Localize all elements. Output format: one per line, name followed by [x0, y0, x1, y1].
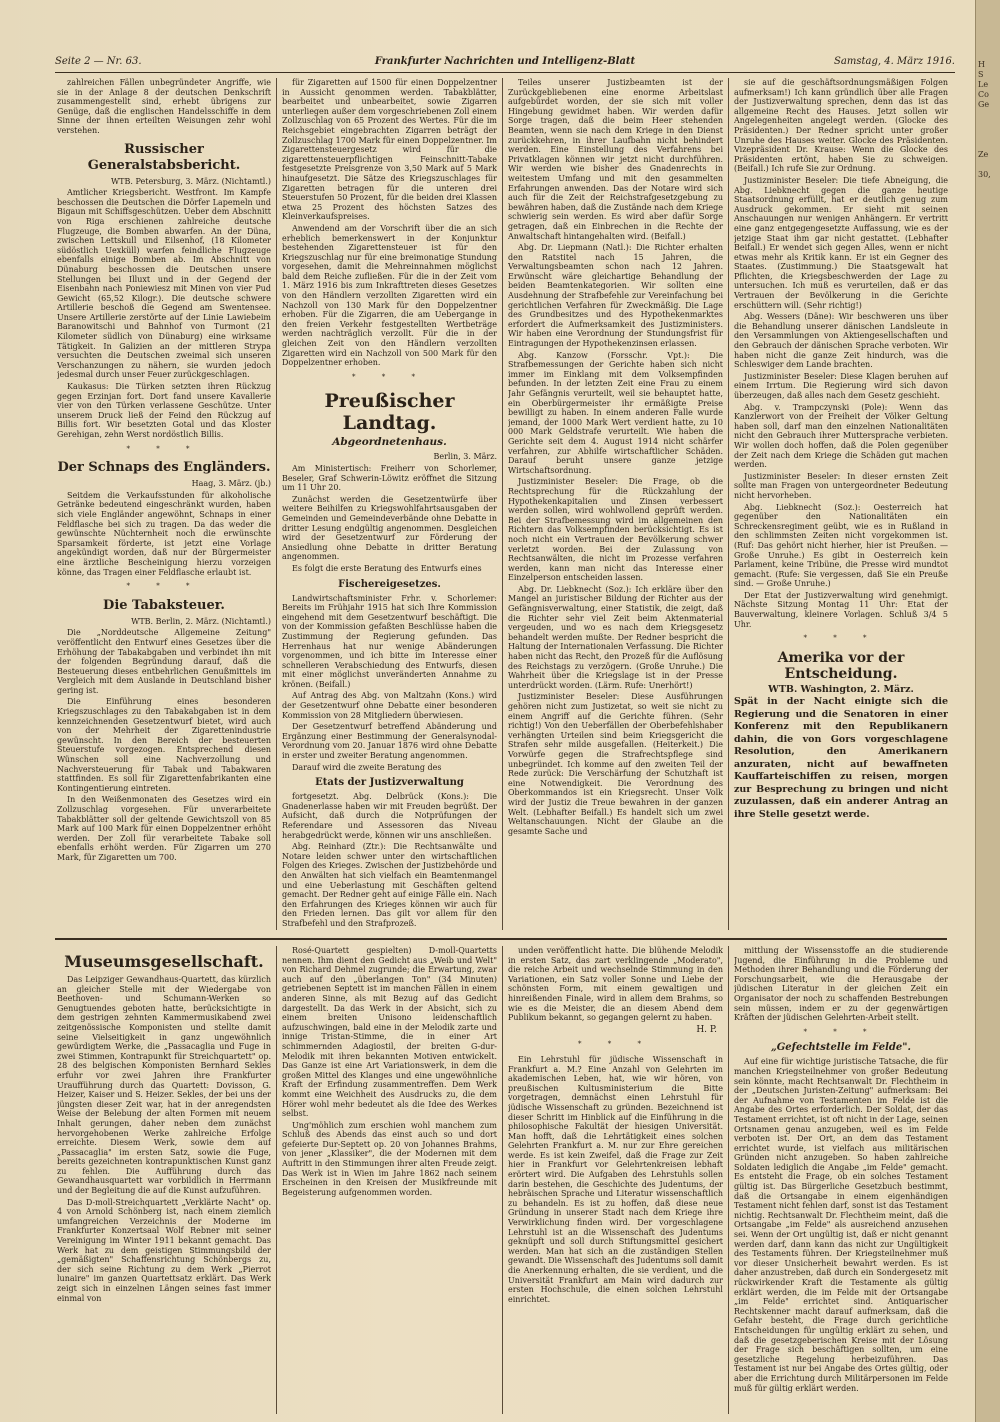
- issue-date: Samstag, 4. März 1916.: [834, 56, 955, 67]
- adjacent-page-fragment: [976, 110, 1000, 120]
- adjacent-page-fragment: Co: [978, 90, 989, 99]
- article-body: Justizminister Beseler: Die Frage, ob die Rechtsprechung für die Rückzahlung der Hypothekenkapitalien und Zinsen verbessert werden sollen, wird wohlwollend geprüft werden. Bei der Strafbemessung wird im allgemeinen den Richtern das Volksempfinden berücksichtigt. Es ist noch nicht ein Vertrauen der Bevölkerung schwer verletzt worden. Bei der Zulassung von Rechtsanwälten, die nicht im Prozesse verfahren werden, kann man nicht das Interesse einer Einzelperson entscheiden lassen.: [508, 477, 723, 583]
- adjacent-page-fragment: [976, 430, 1000, 440]
- adjacent-page-fragment: [976, 370, 1000, 380]
- adjacent-page-fragment: [976, 410, 1000, 420]
- feuilleton-column-3: [508, 946, 723, 1414]
- intro-paragraph: zahlreichen Fällen unbegründeter Angriffe, wie sie in der Anlage 8 der deutschen Denkschrift zusammengestellt sind, erhebt übrigens zur Genüge, daß die englischen Handelsschiffe in dem Sinne der ihnen erteilten Weisungen zehr wohl verstehen.: [57, 78, 271, 135]
- article-body: Der Gesetzentwurf betreffend Abänderung und Ergänzung einer Bestimmung der Generalsynodal-Verordnung vom 20. Januar 1876 wird ohne Debatte in erster und zweiter Beratung angenommen.: [282, 722, 497, 761]
- adjacent-page-fragment: [976, 220, 1000, 230]
- adjacent-page-fragment: Ze: [978, 150, 989, 159]
- adjacent-page-fragment: [976, 140, 1000, 150]
- adjacent-page-fragment: [976, 540, 1000, 550]
- article-body: fortgesetzt. Abg. Delbrück (Kons.): Die Gnadenerlasse haben wir mit Freuden begrüßt. Der Aufsicht, daß durch die Notprüfungen der Referendare und Assessoren das Niveau herabgedrückt werde, können wir uns anschließen.: [282, 792, 497, 840]
- article-body: Abg. Dr. Liepmann (Natl.): Die Richter erhalten den Ratstitel nach 15 Jahren, die Verwaltungsbeamten schon nach 12 Jahren. Erwünscht wäre gleichartige Behandlung der beiden Beamtenkategorien. Wir sollten eine Ausdehnung der Strafbefehle zur Vereinfachung bei gerichtlichen Verfahren für Zweckmäßig. Die Lage des Grundbesitzes und des Hypothekenmarktes erfordert die Aufmerksamkeit des Justizministers. Wir haben eine Verordnung der Stundungsfrist für Eintragungen der Hypothekenzinsen erlassen.: [508, 243, 723, 349]
- article-body: Am Ministertisch: Freiherr von Schorlemer, Beseler, Graf Schwerin-Löwitz eröffnet die Sitzung um 11 Uhr 20.: [282, 464, 497, 493]
- page-number: Seite 2 — Nr. 63.: [55, 56, 142, 67]
- adjacent-page-fragment: [976, 190, 1000, 200]
- adjacent-page-fragment: [976, 270, 1000, 280]
- adjacent-page-fragment: [976, 400, 1000, 410]
- article-body: Abg. Liebknecht (Soz.): Oesterreich hat gegenüber den Nationalitäten ein Schreckensregiment geübt, wie es in Rußland in den schlimmsten Zeiten nicht vorgekommen ist. (Ruf: Das gehört nicht hierher, hier ist Preußen. — Große Unruhe.) Es gibt in Oesterreich kein Parlament, keine Tribüne, die Presse wird mundtot gemacht. (Rufe: Sie vergessen, daß Sie ein Preuße sind. — Große Unruhe.): [734, 502, 948, 589]
- article-dateline: WTB. Berlin, 2. März. (Nichtamtl.): [131, 616, 271, 626]
- adjacent-page-fragment: [976, 290, 1000, 300]
- adjacent-page-fragments: [976, 0, 1000, 620]
- adjacent-page-fragment: [976, 490, 1000, 500]
- article-body: Abg. Reinhard (Ztr.): Die Rechtsanwälte und Notare leiden schwer unter den wirtschaftlichen Folgen des Krieges. Zwischen der Justizbehörde und den Anwälten hat sich vielfach ein Beamtenmangel und eine Ueberlastung mit Geschäften geltend gemacht. Der Redner geht auf einige Fälle ein. Nach den Erfahrungen des Krieges können wir auch für den Frieden lernen. Das gilt vor allem für den Strafbefehl und den Strafprozeß.: [282, 842, 497, 928]
- adjacent-page-fragment: [976, 360, 1000, 370]
- adjacent-page-fragment: [976, 510, 1000, 520]
- feuilleton-column-1: [57, 946, 271, 1414]
- adjacent-page-fragment: [976, 610, 1000, 620]
- section-separator: * * *: [126, 444, 202, 453]
- adjacent-page-strip: [975, 0, 1000, 1422]
- adjacent-page-fragment: Ge: [978, 100, 990, 109]
- adjacent-page-fragment: [976, 180, 1000, 190]
- article-body: Das D-moll-Streichquartett „Verklärte Nacht" op. 4 von Arnold Schönberg ist, nach einem ziemlich umfangreichen Verzeichnis der Moderne im Frankfurter Konzertsaal Wolf Rebner mit seiner Vereinigung im Winter 1911 bekannt gemacht. Das Werk hat zu dem geistigen Stimmungsbild der „gemäßigten" Schaffensrichtung Schönbergs zu, der sich seine Richtung zu dem Werk „Pierrot lunaire" im ganzen Quartettsatz erklärt. Das Werk zeigt sich in einzelnen Längen seines fast immer einmal von: [57, 1197, 271, 1303]
- adjacent-page-fragment: [976, 580, 1000, 590]
- article-body: Auf eine für wichtige juristische Tatsache, die für manchen Kriegsteilnehmer von großer Bedeutung sein könnte, macht Rechtsanwalt Dr. Flechtheim in der „Deutschen Juristen-Zeitung" aufmerksam: Bei der Aufnahme von Testamenten im Felde ist die Angabe des Ortes erforderlich. Der Soldat, der das Testament errichtet, ist oft nicht in der Lage, seinen Ortsnamen genau anzugeben, weil es im Felde verboten ist. Der Ort, an dem das Testament errichtet wurde, ist vielfach aus militärischen Gründen nicht anzugeben. So haben zahlreiche Soldaten lediglich die Angabe „im Felde" gemacht. Es entsteht die Frage, ob ein solches Testament gültig ist. Das Bürgerliche Gesetzbuch bestimmt, daß die Ortsangabe in einem eigenhändigen Testament nicht fehlen darf, sonst ist das Testament nichtig. Rechtsanwalt Dr. Flechtheim meint, daß die Ortsangabe „im Felde" als ausreichend anzusehen sei. Wenn der Ort ungültig ist, daß er nicht genannt werden darf, dann kann das nicht zur Ungültigkeit des Testaments führen. Der Kriegsteilnehmer muß vor dieser Unsicherheit bewahrt werden. Es ist daher anzustreben, daß durch ein Sondergesetz mit rückwirkender Kraft die Testamente als gültig erklärt werden, die im Felde mit der Ortsangabe „im Felde" errichtet sind. Antiquarischer Rechtskenner macht darauf aufmerksam, daß die Gefahr besteht, die Frage durch gerichtliche Entscheidungen für ungültig erklärt zu sehen, und daß die gesetzgeberischen Kreise mit der Lösung der Frage sich beschäftigen sollten, um eine gesetzliche Regelung herbeizuführen. Das Testament ist nur bei Angabe des Ortes gültig, oder aber die Errichtung durch Militärpersonen im Felde muß für gültig erklärt werden.: [734, 1057, 948, 1393]
- adjacent-page-fragment: [976, 340, 1000, 350]
- article-body: Justizminister Beseler: Diese Ausführungen gehören nicht zum Justizetat, so weit sie nicht zu einem Angriff auf die Gerichte führen. (Sehr richtig!) Von den Ueberfällen der Oberbefehlshaber verhängten Urteilen sind beim Kriegsgericht die Strafen sehr milde ausgefallen. (Heiterkeit.) Die Vorwürfe gegen die Strafrechtspflege sind unbegründet. Ich komme auf den zweiten Teil der Rede zurück: Die Verschärfung der Schutzhaft ist eine Notwendigkeit. Die Verordnung des Oberkommandos ist ein Kriegsrecht. Unser Volk wird der Justiz die Treue bewahren in der ganzen Welt. (Lebhafter Beifall.) Es handelt sich um zwei Weltanschauungen. Nicht der Glaube an die gesamte Sache und: [508, 692, 723, 836]
- adjacent-page-fragment: [976, 520, 1000, 530]
- adjacent-page-fragment: S: [978, 70, 984, 79]
- section-heading: Etats der Justizverwaltung: [315, 777, 464, 789]
- article-body: Abg. v. Trampczynski (Pole): Wenn das Kanzlerwort von der Freiheit der Völker Geltung haben soll, darf man den einzelnen Nationalitäten nicht den Gebrauch ihrer Muttersprache verbieten. Wir wollen doch hoffen, daß die Polen gegenüber der Zeit nach dem Kriege die Schäden gut machen werden.: [734, 402, 948, 470]
- author-signature: H. P.: [696, 1024, 717, 1035]
- adjacent-page-fragment: [976, 460, 1000, 470]
- newspaper-masthead: Frankfurter Nachrichten und Intelligenz-Blatt: [374, 56, 636, 67]
- article-title: Preußischer Landtag.: [324, 390, 455, 435]
- article-body: unden veröffentlicht hatte. Die blühende Melodik in ersten Satz, das zart verklingende „Moderato", die reiche Arbeit und wechselnde Stimmung in den Variationen, ein Satz voller Sonne und Liebe der schönsten Form, mit einem gewaltigen und hinreißenden Finale, wird in allem dem Brahms, so wie es die Meister, die an diesem Abend dem Publikum bekannt, so gegangen gelernt zu haben.: [508, 946, 723, 1023]
- adjacent-page-fragment: [976, 440, 1000, 450]
- column-3: [508, 78, 723, 930]
- column-1: [57, 78, 271, 930]
- adjacent-page-fragment: [976, 500, 1000, 510]
- section-separator: * * *: [803, 1027, 879, 1036]
- adjacent-page-fragment: [976, 300, 1000, 310]
- adjacent-page-fragment: [976, 560, 1000, 570]
- article-body: Abg. Kanzow (Forsschr. Vpt.): Die Strafbemessungen der Gerichte haben sich nicht immer im Einklang mit dem Volksempfinden befunden. In der letzten Zeit eine Frau zu einem Jahr Gefängnis verurteilt, weil sie behauptet hatte, ein Oberbürgermeister ihr ermäßigte Preise bewilligt zu haben. In einem anderen Falle wurde jemand, der 1000 Mark Wert verdient hatte, zu 10 000 Mark Geldstrafe verurteilt. Wie haben die Gerichte seit dem 4. August 1914 nicht schärfer verfahren, zur Abhilfe wirtschaftlicher Schäden. Darauf beruht unsere ganze jetzige Wirtschaftsordnung.: [508, 350, 723, 475]
- adjacent-page-fragment: [976, 280, 1000, 290]
- article-body: Darauf wird die zweite Beratung des: [292, 762, 442, 772]
- column-rule: [276, 78, 277, 930]
- article-body: Das Leipziger Gewandhaus-Quartett, das kürzlich an gleicher Stelle mit der Wiedergabe von Beethoven- und Schumann-Werken so Genugtuendes geboten hatte, berücksichtigte in dem gestrigen zehnten Kammermusikabend zwei zeitgenössische Komponisten und stellte damit seine Vielseitigkeit in ganz ungewöhnlich gewürdigtem Werke, die „Passacaglia und Fuge in zwei Stimmen, Kontrapunkt für Streichquartett" op. 28 des belgischen Komponisten Bernhard Sekles erfuhr vor zwei Jahren ihre Frankfurter Uraufführung durch das Quartett: Dovisson, G. Heizer, Kaiser und S. Heizer. Sekles, der bei uns der jüngsten dieser Zeit war, hat in der anregendsten Weise der Belebung der alten Formen mit neuem Inhalt gerungen, daher neben dem zunächst hervorgehobenen Werke zahlreiche Erfolge erreichte. Diesem Werk, sowie dem auf „Passacaglia" im ersten Satz, sowie die Fuge, bereits gezeichneten kontrapunktischen Kunst ganz zu fehlen. Die Aufführung durch das Gewandhausquartett war vorbildlich in Herrmann und der Begleitung die auf die Kunst aufzuführen.: [57, 975, 271, 1196]
- article-body: Der Etat der Justizverwaltung wird genehmigt. Nächste Sitzung Montag 11 Uhr: Etat der Bauverwaltung, kleinere Vorlagen. Schluß 3/4 5 Uhr.: [734, 590, 948, 629]
- feuilleton-column-2: [282, 946, 497, 1414]
- article-title: Museumsgesellschaft.: [64, 952, 264, 971]
- section-separator: * * *: [352, 372, 427, 381]
- feuilleton-column-4: [734, 946, 948, 1414]
- adjacent-page-fragment: [976, 590, 1000, 600]
- adjacent-page-fragment: [976, 550, 1000, 560]
- article-dateline: Haag, 3. März. (jb.): [191, 479, 271, 489]
- article-title: Russischer Generalstabsbericht.: [87, 141, 241, 173]
- article-title: Die Tabaksteuer.: [103, 597, 225, 613]
- article-title: Amerika vor der Entscheidung.: [777, 649, 905, 682]
- article-body: Die Einführung eines besonderen Kriegszuschlages zu den Tabakabgaben ist in dem kennzeichnenden Gesetzentwurf bietet, wird auch von der Mehrheit der Zigarettenindustrie gewünscht. In den Bereich der besteuerten Steuerstufe vorgezogen. Entsprechend diesen Wünschen soll eine Nachverzollung und Nachversteuerung für Tabak und Tabakwaren stattfinden. Es soll für Zigarettenfabrikanten eine Kontingentierung eintreten.: [57, 697, 271, 793]
- article-body: Ung'möhlich zum erschien wohl manchem zum Schluß des Abends das einst auch so und dort gefeierte Dur-Septett op. 20 von Johannes Brahms, von jener „Klassiker", die der Modernen mit dem Auftritt in den Stimmungen ihrer alten Freude zeigt. Das Werk ist in Wien im Jahre 1862 nach seinem Erscheinen in den Kreisen der Musikfreunde mit Begeisterung aufgenommen worden.: [282, 1120, 497, 1197]
- adjacent-page-fragment: [976, 320, 1000, 330]
- article-body: sie auf die geschäftsordnungsmäßigen Folgen aufmerksam!) Ich kann gründlich über alle Fragen der Justizverwaltung sprechen, denn das ist das allgemeine Recht des Hauses. Jetzt sollen wir Angelegenheiten angelegt werden. (Glocke des Präsidenten.) Der Redner spricht unter großer Unruhe des Hauses weiter. Glocke des Präsidenten. Vizepräsident Dr. Krause: Wenn die Glocke des Präsidenten ertönt, haben Sie zu schweigen. (Beifall.) Ich rufe Sie zur Ordnung.: [734, 78, 948, 174]
- column-rule: [276, 946, 277, 1414]
- article-body: Die „Norddeutsche Allgemeine Zeitung" veröffentlicht den Entwurf eines Gesetzes über die Erhöhung der Tabakabgaben und verbindet ihn mit der folgenden Begründung darauf, daß die Besteuerung dieses entbehrlichen Genußmittels im Vergleich mit dem Auslande in Deutschland bisher gering ist.: [57, 628, 271, 695]
- article-body: Justizminister Beseler: In dieser ernsten Zeit sollte man Fragen von untergeordneter Bedeutung nicht hervorheben.: [734, 471, 948, 500]
- article-body: für Zigaretten auf 1500 für einen Doppelzentner in Aussicht genommen werden. Tabakblätter, bearbeitet und unbearbeitet, sowie Zigarren unterliegen außer dem vorgeschriebenen Zoll einem Zollzuschlag von 65 Prozent des Wertes. Für die im Reichsgebiet eingebrachten Zigarren beträgt der Zollzuschlag 1700 Mark für einen Doppelzentner. Im Zigarettensteuergesetz wird für die zigarettensteuerpflichtigen Feinschnitt-Tabake festgesetzte Preisgrenze von 3,50 Mark auf 5 Mark hinaufgesetzt. Die Sätze des Kriegszuschlages für Zigaretten betragen für die unteren drei Steuerstufen 50 Prozent, für die beiden drei Klassen etwa 25 Prozent des höchsten Satzes des Kleinverkaufspreises.: [282, 78, 497, 222]
- adjacent-page-fragment: [976, 330, 1000, 340]
- adjacent-page-fragment: [976, 420, 1000, 430]
- article-dateline: Berlin, 3. März.: [433, 452, 497, 462]
- adjacent-page-fragment: [976, 250, 1000, 260]
- section-heading: Fischereigesetzes.: [338, 578, 441, 590]
- adjacent-page-fragment: [976, 570, 1000, 580]
- article-subtitle: Abgeordnetenhaus.: [332, 436, 447, 449]
- article-dateline: WTB. Washington, 2. März.: [768, 683, 914, 695]
- article-body: Abg. Dr. Liebknecht (Soz.): Ich erkläre über den Mangel an juristischer Bildung der Richter aus der Gefängnisverwaltung, einer Statistik, die zeigt, daß die Richter sehr viel Zeit beim Aktenmaterial vergeuden, und wo es nach dem Kriegsgesetz behandelt werden mußte. Der Redner bespricht die Haltung der Internationalen Verfassung. Die Richter haben nicht das Recht, den Prozeß für die Auflösung des Reichstags zu verzögern. (Große Unruhe.) Die Wahrheit über die Kriegslage ist in der Presse unterdrückt worden. (Lärm. Rufe: Unerhört!): [508, 584, 723, 690]
- adjacent-page-fragment: Le: [978, 80, 989, 89]
- adjacent-page-fragment: [976, 380, 1000, 390]
- article-body: Justizminister Beseler: Die tiefe Abneigung, die Abg. Liebknecht gegen die ganze heutige Staatsordnung erfüllt, hat er deutlich genug zum Ausdruck gekommen. Er sieht mit seinen Anschauungen nur wenigen Anhängern. Er vertritt eine ganz entgegengesetzte Auffassung, wie es der jetzige Staat ihm gar nicht gestattet. (Lebhafter Beifall.) Er wendet sich gegen Alles, wenn er nicht etwas mehr als Kritik kann. Er ist ein Gegner des Staates. (Zustimmung.) Die Staatsgewalt hat Pflichten, die Kriegsbeschwerden der Lage zu untersuchen. Ich muß es verurteilen, daß er das Vertrauen der Bevölkerung in die Gerichte erschüttern will. (Sehr richtig!): [734, 175, 948, 310]
- adjacent-page-fragment: [976, 160, 1000, 170]
- adjacent-page-fragment: [976, 390, 1000, 400]
- article-body: Abg. Wessers (Däne): Wir beschweren uns über die Behandlung unserer dänischen Landsleute in den Versammlungen von Aktiengesellschaften und den Gebrauch der dänischen Sprache verboten. Wir haben nicht die ganze Zeit hindurch, was die Schleswiger dem Lande brachten.: [734, 312, 948, 370]
- column-rule: [728, 946, 729, 1414]
- adjacent-page-fragment: [976, 450, 1000, 460]
- article-body: Teiles unserer Justizbeamten ist der Zurückgebliebenen eine enorme Arbeitslast aufgebürdet worden, der sie sich mit voller Hingebung gewidmet haben. Wir werden dafür Sorge tragen, daß die beim Heer stehenden Beamten, wenn sie nach dem Kriege in den Dienst zurückkehren, in ihrer Laufbahn nicht behindert werden. Eine Einstellung des Verfahrens bei Privatklagen können wir jetzt nicht durchführen. Wir werden wie bisher des Gnadenrechts in weitestem Umfang und mit den gesammelten Erfahrungen anwenden. Das der Notare wird sich auch für die Zeit der Reichstrafgesetzgebung zu bewähren haben, daß die Zustände nach dem Kriege schwierig sein werden. Es wird aber dafür Sorge getragen, daß ein Einbrechen in die Rechte der Anwaltschaft hintangehalten wird. (Beifall.): [508, 78, 723, 241]
- article-body: In den Weißenmonaten des Gesetzes wird ein Zollzuschlag vorgesehen. Für unverarbeitete Tabakblätter soll der geltende Gewichtszoll von 85 Mark auf 100 Mark für einen Doppelzentner erhöht werden. Der Zoll für verarbeitete Tabake soll ebenfalls erhöht werden. Für Zigarren um 270 Mark, für Zigaretten um 700.: [57, 795, 271, 862]
- adjacent-page-fragment: [976, 480, 1000, 490]
- adjacent-page-fragment: [976, 350, 1000, 360]
- article-title: Der Schnaps des Engländers.: [57, 460, 271, 476]
- column-4: [734, 78, 948, 930]
- section-separator: * * *: [126, 582, 202, 591]
- page-header: [55, 56, 955, 73]
- section-separator: * * *: [803, 634, 879, 643]
- section-separator: * * *: [578, 1040, 653, 1049]
- article-dateline: WTB. Petersburg, 3. März. (Nichtamtl.): [110, 176, 271, 186]
- column-2: [282, 78, 497, 930]
- article-body: mittlung der Wissensstoffe an die studierende Jugend, die Einführung in die Probleme und Methoden ihrer Behandlung und die Förderung der Forschungsarbeit, wie die Herausgabe der jüdischen Literatur in der gleichen Zeit ein Organisator der noch zu schaffenden Bestrebungen sein müssen, indem er zu der gegenwärtigen Kräften der jüdischen Gelehrten-Arbeit stellt.: [734, 946, 948, 1023]
- article-body: Rosé-Quartett gespielten) D-moll-Quartetts nennen. Ihm dient den Gedicht aus „Weib und Welt" von Richard Dehmel zugrunde; die Erwartung, zwar auch auf den „überlangen Ton" (34 Minuten) getriebenen Septett ist im manchen Fällen in einem anderen Sinne, als mit Bezug auf das Gedicht dargestellt. Da das Werk in der Absicht, sich zu einem breiten Unisono leidenschaftlich aufzuschwingen, bald eine in der Melodik zarte und innige Tristan-Stimme, die in einer Art schimmernden Adagiostil, der breiten G-dur-Melodik mit ihren bekannten Motiven entwickelt. Das Ganze ist eine Art Variationswerk, in dem die großen Mittel des Klanges und eine ungewöhnliche Kraft der Erfindung zusammentreffen. Dem Werk kommt eine Weichheit des Ausdrucks zu, die dem Hörer wohl mehr bedeutet als die Idee des Werkes selbst.: [282, 946, 497, 1119]
- article-body: Anwendend am der Vorschrift über die an sich erheblich bemerkenswert in der Konjunktur bestehenden Zigarettensteuer ist für den Kriegszuschlag nur für eine breimonatige Stundung vorgesehen, damit die Mehreinnahmen möglichst bald dem Reiche zufließen. Für die in der Zeit vom 1. März 1916 bis zum Inkrafttreten dieses Gesetzes von den Händlern verzollten Zigaretten wird ein Nachzoll von 130 Mark für den Doppelzentner erhoben. Für die Zigarren, die am Uebergange in den freien Verkehr festgestellten Wertbeträge werden nachträglich verzollt. Für die in der gleichen Zeit von den Händlern verzollten Zigaretten wird ein Nachzoll von 500 Mark für den Doppelzentner erhoben.: [282, 223, 497, 368]
- adjacent-page-fragment: [976, 310, 1000, 320]
- article-body-bold: Spät in der Nacht einigte sich die Regierung und die Senatoren in einer Konferenz mit den Republikanern dahin, die von Gors vorgeschlagene Resolution, den Amerikanern anzuraten, nicht auf bewaffneten Kauffarteischiffen zu reisen, morgen zur Besprechung zu bringen und nicht zuzulassen, daß ein anderer Antrag an ihre Stelle gesetzt werde.: [734, 696, 948, 820]
- adjacent-page-fragment: [976, 600, 1000, 610]
- adjacent-page-fragment: [976, 530, 1000, 540]
- adjacent-page-fragment: [976, 200, 1000, 210]
- column-rule: [728, 78, 729, 930]
- article-body: Auf Antrag des Abg. von Maltzahn (Kons.) wird der Gesetzentwurf ohne Debatte einer besonderen Kommission von 28 Mitgliedern überwiesen.: [282, 691, 497, 720]
- column-rule: [502, 946, 503, 1414]
- section-divider: [55, 938, 947, 940]
- article-body: Landwirtschaftsminister Frhr. v. Schorlemer: Bereits im Frühjahr 1915 hat sich Ihre Kommission eingehend mit dem Gesetzentwurf beschäftigt. Die von der Kommission gefaßten Beschlüsse haben die Zustimmung der Regierung gefunden. Das Herrenhaus hat nur wenige Abänderungen vorgenommen, und ich bitte im Interesse einer schnelleren Verabschiedung des Entwurfs, diesen mit einer möglichst unveränderten Annahme zu krönen. (Beifall.): [282, 593, 497, 689]
- adjacent-page-fragment: 30,: [978, 170, 991, 179]
- article-body: Justizminister Beseler: Diese Klagen beruhen auf einem Irrtum. Die Regierung wird sich davon überzeugen, daß alles nach dem Gesetz geschieht.: [734, 371, 948, 400]
- adjacent-page-fragment: [976, 210, 1000, 220]
- article-body: Zunächst werden die Gesetzentwürfe über weitere Beihilfen zu Kriegswohlfahrtsausgaben der Gemeinden und Gemeindeverbände ohne Debatte in dritter Lesung endgültig angenommen. Desgleichen wird der Gesetzentwurf zur Förderung der Ansiedlung ohne Debatte in dritter Beratung angenommen.: [282, 494, 497, 562]
- article-body: Kaukasus: Die Türken setzten ihren Rückzug gegen Erzinjan fort. Dort fand unsere Kavallerie vier von den Türken verlassene Geschütze. Unter unserem Druck ließ der Feind den Rückzug auf Billis fort. Wir besetzten Gotal und das Kloster Gerehigan, zehn Werst nordöstlich Billis.: [57, 382, 271, 439]
- adjacent-page-fragment: [976, 470, 1000, 480]
- adjacent-page-fragment: [976, 130, 1000, 140]
- adjacent-page-fragment: [976, 260, 1000, 270]
- article-body: Seitdem die Verkaufsstunden für alkoholische Getränke bedeutend eingeschränkt wurden, haben sich viele Engländer angewöhnt, Schnaps in einer Feldflasche bei sich zu tragen. Da das weder die gewünschte Nüchternheit noch die erwünschte Sparsamkeit förderte, ist jetzt eine Vorlage angekündigt worden, daß nur der Bürgermeister eine ärztliche Bescheinigung hierzu vorzeigen könne, das Tragen einer Feldflasche erlaubt ist.: [57, 490, 271, 577]
- adjacent-page-fragment: [976, 240, 1000, 250]
- adjacent-page-fragment: [976, 230, 1000, 240]
- article-body: Es folgt die erste Beratung des Entwurfs eines: [292, 563, 482, 573]
- adjacent-page-fragment: H: [978, 60, 985, 69]
- article-body: Amtlicher Kriegsbericht. Westfront. Im Kampfe beschossen die Deutschen die Dörfer Lapemeln und Bigaun mit Schiffsgeschützen. Ueber dem Abschnitt von Riga erschienen zahlreiche deutsche Flugzeuge, die Bomben abwarfen. An der Düna, zwischen Lettskull und Eilsenhof, (18 Kilometer südöstlich Uexküll) warfen feindliche Flugzeuge ebenfalls einige Bomben ab. Im Abschnitt von Dünaburg beschossen die Deutschen unsere Stellungen bei Illuxt und in der Gegend der Eisenbahn nach Poniewiesz mit Minen von vier Pud Gewicht (65,52 Kilogr.). Die deutsche schwere Artillerie beschoß die Gegend am Swentensee. Unsere Artillerie zerstörte auf der Linie Lawiebeim Baranowitschi und Bahnhof von Turmont (21 Kilometer südlich von Dünaburg) eine wirksame Tätigkeit. In Galizien an der mittleren Strypa versuchten die Deutschen zweimal sich unseren Verschanzungen zu nähern, sie wurden jedoch jedesmal durch unser Feuer zurückgeschlagen.: [57, 188, 271, 380]
- section-heading: „Gefechtstelle im Felde".: [771, 1042, 911, 1054]
- column-rule: [502, 78, 503, 930]
- article-body: Ein Lehrstuhl für jüdische Wissenschaft in Frankfurt a. M.? Eine Anzahl von Gelehrten im akademischen Leben, hat, wie wir hören, von preußischen Kultusministerium die Bitte vorgetragen, demnächst einen Lehrstuhl für jüdische Wissenschaft zu gründen. Bezeichnend ist dieser Schritt im Hinblick auf die Einführung in die philosophische Fakultät der hiesigen Universität. Man hofft, daß die Lehrtätigkeit eines solchen Gelehrten Frankfurt a. M. nur zur Ehre gereichen werde. Es ist kein Zweifel, daß die Frage zur Zeit hier in Frankfurt vor Gelehrtenkreisen lebhaft erörtert wird. Die Aufgaben des Lehrstuhls sollen darin bestehen, die Geschichte des Judentums, der hebräischen Sprache und Literatur wissenschaftlich zu behandeln. Es ist zu hoffen, daß diese neue Gründung in unserer Stadt nach dem Kriege ihre Verwirklichung finden wird. Der vorgeschlagene Lehrstuhl ist an die Wissenschaft des Judentums geknüpft und soll durch Stiftungsmittel gesichert werden. Man hat sich an die zuständigen Stellen gewandt. Die Wissenschaft des Judentums soll damit die Anerkennung erhalten, die sie verdient, und die Universität Frankfurt am Main wird dadurch zur ersten Hochschule, die einen solchen Lehrstuhl einrichtet.: [508, 1054, 723, 1304]
- adjacent-page-fragment: [976, 120, 1000, 130]
